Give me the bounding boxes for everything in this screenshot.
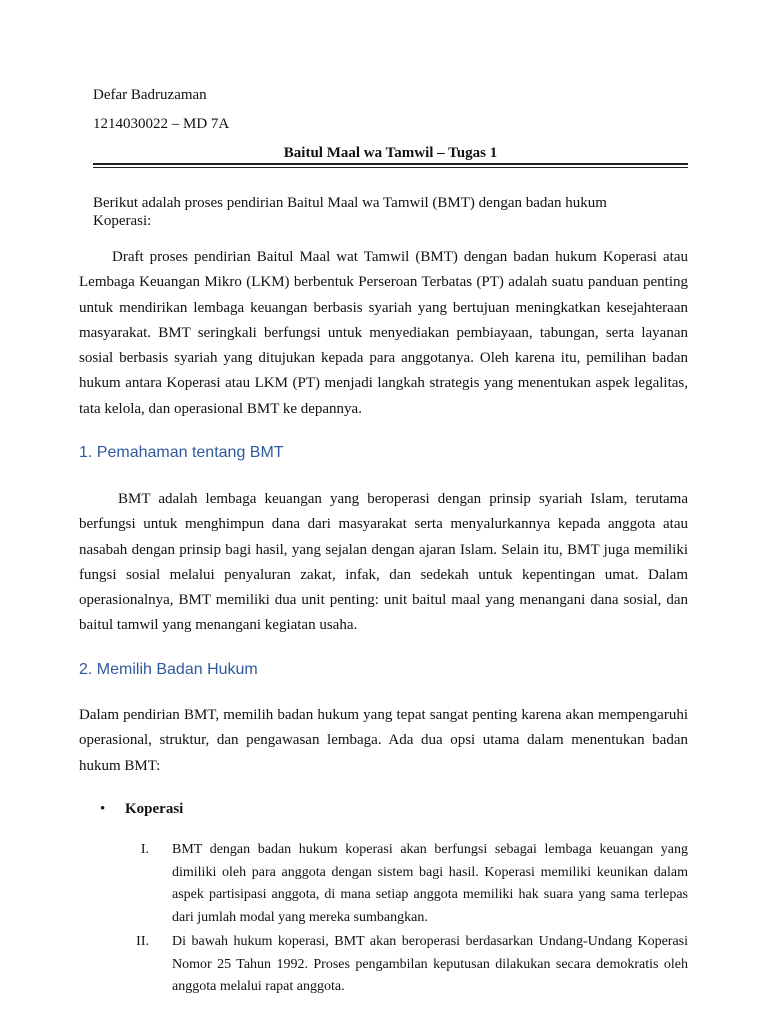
paragraph-legal-entity: Dalam pendirian BMT, memilih badan hukum yang tepat sangat penting karena akan mempengaruhi operasional, struktur, dan pengawasan lembaga. Ada dua opsi utama dalam menentukan badan hukum BMT: <box>79 707 688 774</box>
section-heading-1: 1. Pemahaman tentang BMT <box>79 444 284 461</box>
student-id: 1214030022 – MD 7A <box>93 116 230 132</box>
document-title: Baitul Maal wa Tamwil – Tugas 1 <box>283 145 498 161</box>
bullet-icon: • <box>100 801 106 817</box>
roman-numeral: II. <box>136 934 149 949</box>
paragraph-bmt-understanding: BMT adalah lembaga keuangan yang beroperasi dengan prinsip syariah Islam, terutama berfungsi untuk menghimpun dana dari masyarakat serta menyalurkannya kepada anggota atau nasabah dengan prinsip bagi hasil, yang sejalan dengan ajaran Islam. Selain itu, BMT juga memiliki fungsi sosial melalui penyaluran zakat, infak, dan sedekah untuk kepentingan umat. Dalam operasionalnya, BMT memiliki dua unit penting: unit baitul maal yang menangani dana sosial, dan baitul tamwil yang menangani kegiatan usaha. <box>79 491 688 634</box>
list-item-roman-2 <box>120 931 688 999</box>
intro-text: Berikut adalah proses pendirian Baitul Maal wa Tamwil (BMT) dengan badan hukum Koperasi: <box>93 195 607 229</box>
paragraph-overview: Draft proses pendirian Baitul Maal wat Tamwil (BMT) dengan badan hukum Koperasi atau Lembaga Keuangan Mikro (LKM) berbentuk Perseroan Terbatas (PT) adalah suatu panduan penting untuk mendirikan lembaga keuangan berbasis syariah yang bertujuan meningkatkan kesejahteraan masyarakat. BMT seringkali berfungsi untuk menyediakan pembiayaan, tabungan, serta layanan sosial berbasis syariah yang ditujukan kepada para anggotanya. Oleh karena itu, pemilihan badan hukum antara Koperasi atau LKM (PT) menjadi langkah strategis yang menentukan aspek legalitas, tata kelola, dan operasional BMT ke depannya. <box>79 249 688 417</box>
bullet-item-koperasi <box>100 800 183 818</box>
title-divider <box>93 163 688 168</box>
list-item-text: BMT dengan badan hukum koperasi akan berfungsi sebagai lembaga keuangan yang dimiliki oleh para anggota dengan sistem bagi hasil. Koperasi memiliki keunikan dalam aspek partisipasi anggota, di mana setiap anggota memiliki hak suara yang sama terlepas dari jumlah modal yang mereka sumbangkan. <box>172 842 688 926</box>
section-heading-2: 2. Memilih Badan Hukum <box>79 661 258 678</box>
author-name: Defar Badruzaman <box>93 87 207 103</box>
list-item-text: Di bawah hukum koperasi, BMT akan beroperasi berdasarkan Undang-Undang Koperasi Nomor 25 Tahun 1992. Proses pengambilan keputusan dilakukan secara demokratis oleh anggota melalui rapat anggota. <box>172 934 688 995</box>
bullet-label: Koperasi <box>125 801 184 817</box>
roman-numeral: I. <box>140 842 149 857</box>
list-item-roman-1 <box>120 839 688 930</box>
